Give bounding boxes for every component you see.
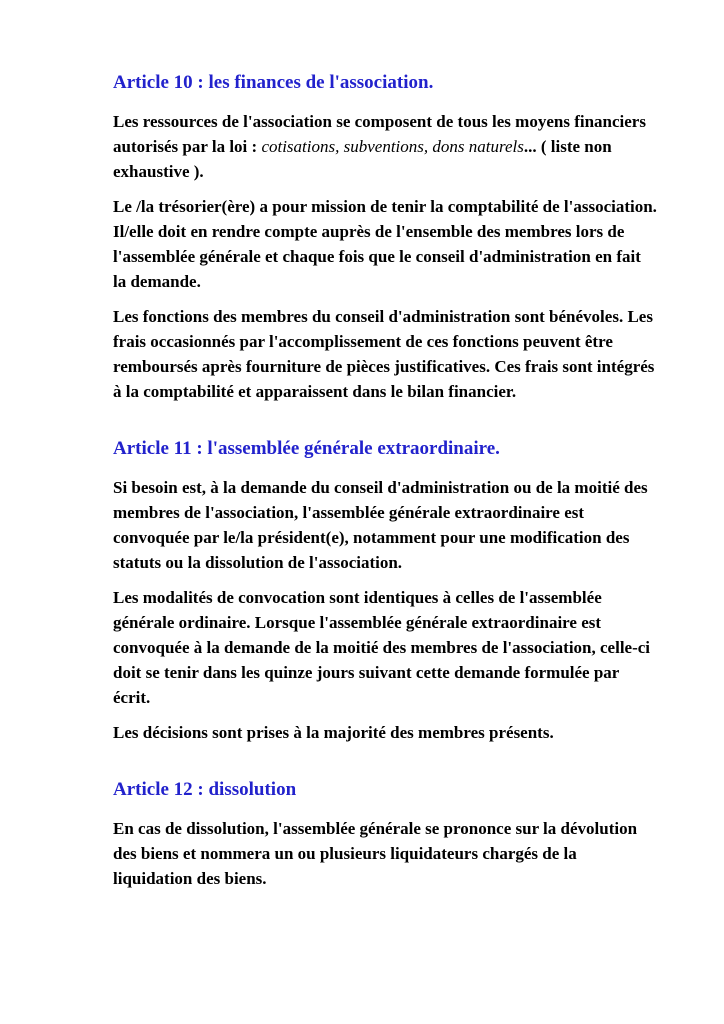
- article-12-paragraph-dissolution: En cas de dissolution, l'assemblée générale se prononce sur la dévolution des biens et nommera un ou plusieurs liquidateurs chargés de la liquidation des biens.: [113, 819, 638, 888]
- paragraph-run-bold: ... ( liste non exhaustive ).: [113, 137, 612, 181]
- article-10-heading: Article 10 : les finances de l'association.: [113, 72, 434, 93]
- article-11-heading: Article 11 : l'assemblée générale extraordinaire.: [113, 438, 500, 459]
- article-11-paragraph-modalites: Les modalités de convocation sont identiques à celles de l'assemblée générale ordinaire. Lorsque l'assemblée générale extraordinaire est convoquée à la demande de la moitié des membres de l'association, celle-ci doit se tenir dans les quinze jours suivant cette demande formulée par écrit.: [113, 588, 651, 707]
- article-10-paragraph-resources: [113, 109, 658, 184]
- section-article-11: [113, 436, 658, 745]
- article-11-paragraph-decisions: Les décisions sont prises à la majorité des membres présents.: [113, 723, 554, 742]
- article-10-paragraph-tresorier: Le /la trésorier(ère) a pour mission de tenir la comptabilité de l'association. Il/elle doit en rendre compte auprès de l'ensemble des membres lors de l'assemblée générale et chaque fois que le conseil d'administration en fait la demande.: [113, 197, 657, 291]
- article-10-paragraph-benevoles: Les fonctions des membres du conseil d'administration sont bénévoles. Les frais occasionnés par l'accomplissement de ces fonctions peuvent être remboursés après fourniture de pièces justificatives. Ces frais sont intégrés à la comptabilité et apparaissent dans le bilan financier.: [113, 307, 655, 401]
- section-article-10: [113, 70, 658, 404]
- article-12-heading: Article 12 : dissolution: [113, 779, 297, 800]
- paragraph-run-italic: cotisations, subventions, dons naturels: [261, 137, 524, 156]
- section-article-12: [113, 777, 658, 891]
- article-11-paragraph-convocation: Si besoin est, à la demande du conseil d'administration ou de la moitié des membres de l'association, l'assemblée générale extraordinaire est convoquée par le/la président(e), notamment pour une modification des statuts ou la dissolution de l'association.: [113, 478, 648, 572]
- paragraph-run-bold: Les ressources de l'association se composent de tous les moyens financiers autorisés par la loi :: [113, 112, 646, 156]
